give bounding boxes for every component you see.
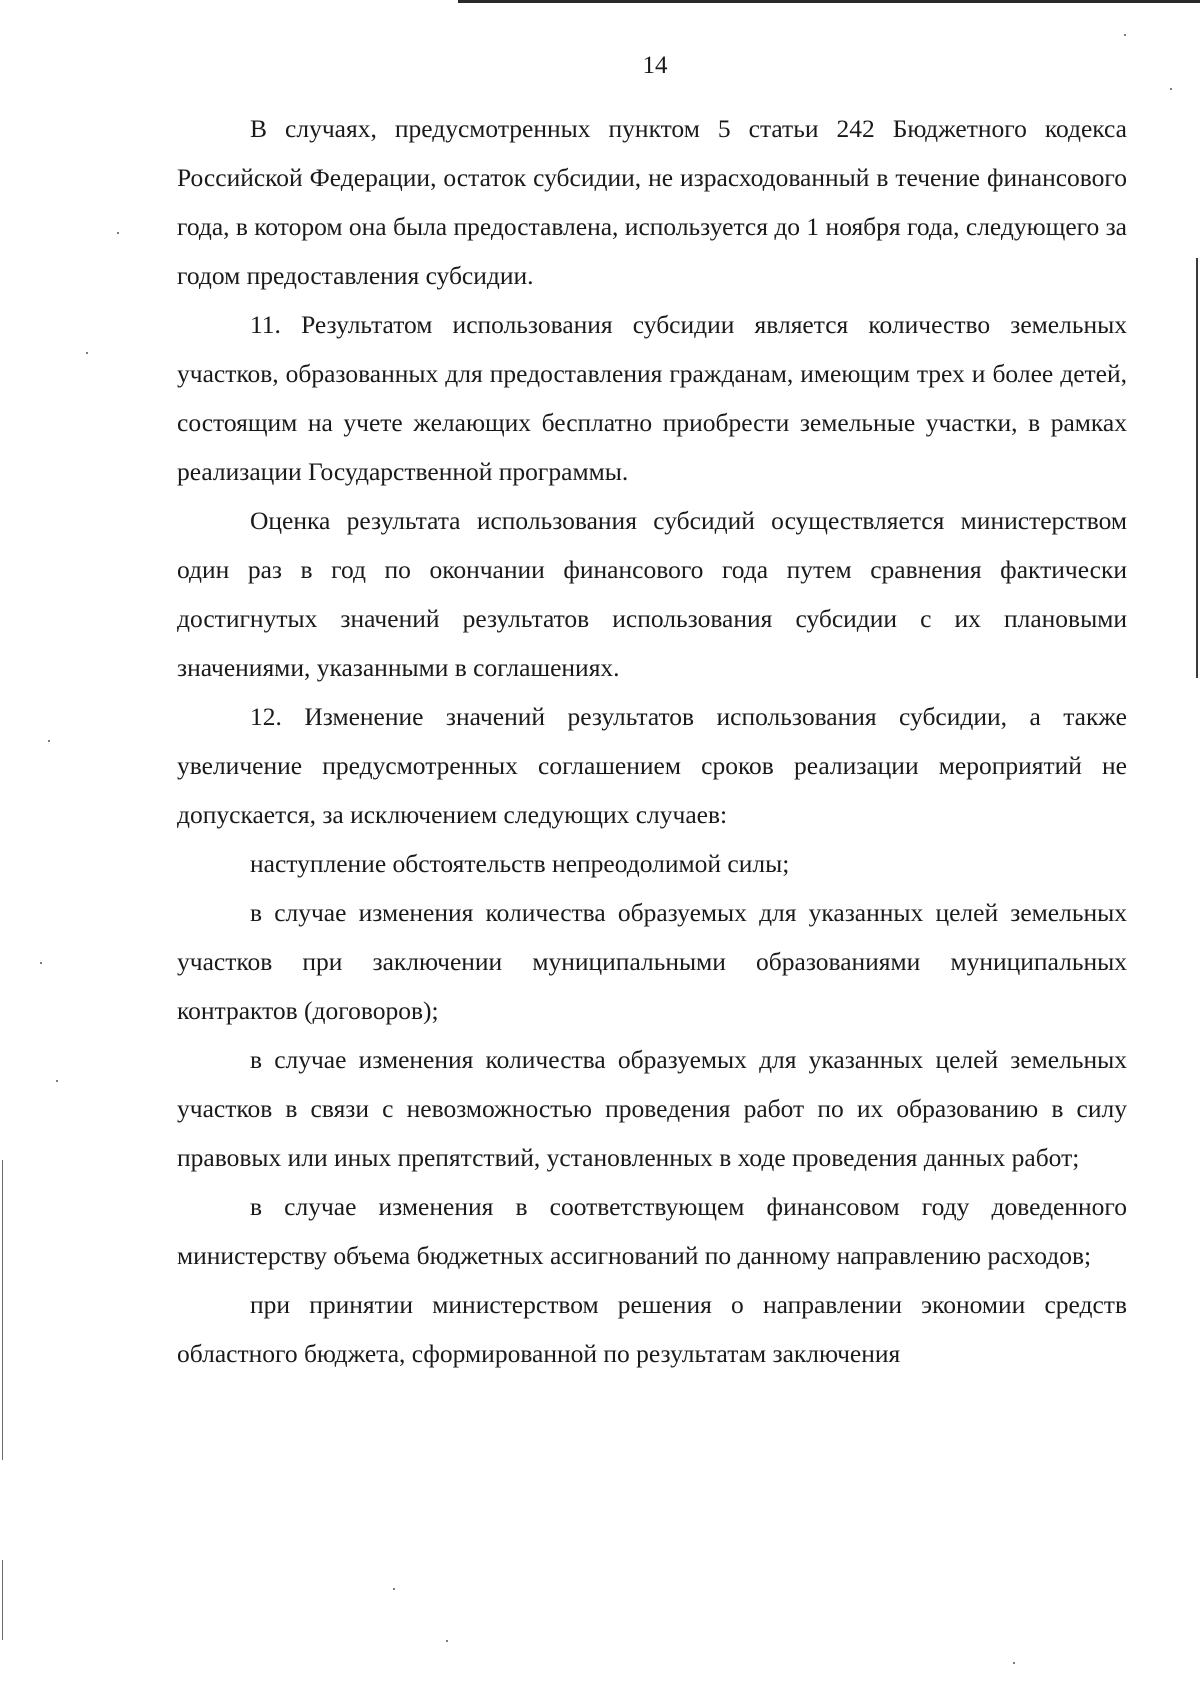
paragraph: 12. Изменение значений результатов использования субсидии, а также увеличение предусмотренных соглашением сроков реализации мероприятий не допускается, за исключением следующих случаев: xyxy=(177,702,1127,829)
scan-speck xyxy=(446,1640,448,1642)
scan-speck xyxy=(1170,88,1172,90)
paragraph: в случае изменения в соответствующем финансовом году доведенного министерству объема бюджетных ассигнований по данному направлению расходов; xyxy=(177,1192,1127,1270)
paragraph: Оценка результата использования субсидий осуществляется министерством один раз в год по окончании финансового года путем сравнения фактически достигнутых значений результатов использования субсидии с их плановыми значениями, указанными в соглашениях. xyxy=(177,506,1127,682)
scan-speck xyxy=(393,1588,395,1590)
scan-speck xyxy=(117,232,119,234)
scan-left-edge xyxy=(2,1160,3,1460)
scan-speck xyxy=(48,740,50,742)
scan-speck xyxy=(86,352,88,354)
paragraph: 11. Результатом использования субсидии является количество земельных участков, образованных для предоставления гражданам, имеющим трех и более детей, состоящим на учете желающих бесплатно приобрести земельные участки, в рамках реализации Государственной программы. xyxy=(177,310,1127,486)
scan-speck xyxy=(40,962,42,964)
paragraph: при принятии министерством решения о направлении экономии средств областного бюджета, сформированной по результатам заключения xyxy=(177,1290,1127,1368)
scan-right-edge xyxy=(1196,258,1198,678)
scan-top-edge xyxy=(458,0,1200,3)
paragraph: в случае изменения количества образуемых для указанных целей земельных участков при заключении муниципальными образованиями муниципальных контрактов (договоров); xyxy=(177,898,1127,1025)
paragraph: наступление обстоятельств непреодолимой силы; xyxy=(250,849,790,878)
paragraph: в случае изменения количества образуемых для указанных целей земельных участков в связи с невозможностью проведения работ по их образованию в силу правовых или иных препятствий, установленных в ходе проведения данных работ; xyxy=(177,1045,1127,1172)
scan-left-edge-lower xyxy=(2,1560,3,1640)
page-number: 14 xyxy=(642,52,668,79)
scan-speck xyxy=(1124,34,1126,36)
paragraph: В случаях, предусмотренных пунктом 5 статьи 242 Бюджетного кодекса Российской Федерации, остаток субсидии, не израсходованный в течение финансового года, в котором она была предоставлена, используется до 1 ноября года, следующего за годом предоставления субсидии. xyxy=(177,114,1127,290)
document-body xyxy=(177,104,1127,1378)
scan-speck xyxy=(56,1080,58,1082)
scan-speck xyxy=(1013,1662,1015,1664)
